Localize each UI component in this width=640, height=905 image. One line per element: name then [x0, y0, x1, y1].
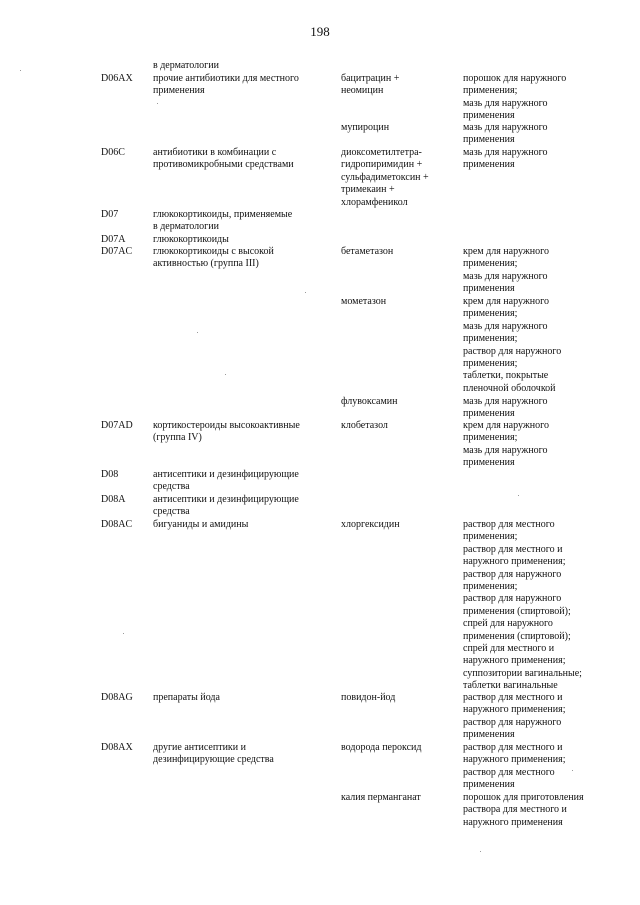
- atc-group-name: бигуаниды и амидины: [153, 519, 249, 530]
- drug-name: клобетазол: [341, 420, 388, 431]
- dosage-form: раствор для местного и наружного применения; раствор для местного применения: [463, 742, 566, 791]
- atc-group-name: глюкокортикоиды, применяемые в дерматологии: [153, 209, 293, 233]
- drug-name: диоксометилтетра- гидропиримидин + сульфадиметоксин + тримекаин + хлорамфеникол: [341, 147, 429, 208]
- dosage-form: мазь для наружного применения: [463, 147, 548, 171]
- atc-group-name: прочие антибиотики для местного применения: [153, 73, 299, 97]
- atc-code: D08A: [101, 494, 126, 505]
- dosage-form: мазь для наружного применения: [463, 122, 548, 146]
- drug-name: повидон-йод: [341, 692, 396, 703]
- dosage-form: крем для наружного применения; мазь для наружного применения: [463, 246, 549, 295]
- scan-speck: [197, 332, 198, 333]
- atc-code: D07AC: [101, 246, 133, 257]
- atc-group-name: препараты йода: [153, 692, 220, 703]
- atc-code: D06C: [101, 147, 125, 158]
- atc-code: D07A: [101, 234, 126, 245]
- atc-group-name: в дерматологии: [153, 60, 219, 71]
- atc-group-name: антибиотики в комбинации с противомикробными средствами: [153, 147, 294, 171]
- scan-speck: [572, 770, 573, 771]
- scan-speck: [305, 292, 306, 293]
- scan-speck: [225, 374, 226, 375]
- dosage-form: крем для наружного применения; мазь для наружного применения: [463, 420, 549, 469]
- atc-code: D07: [101, 209, 119, 220]
- atc-code: D08AX: [101, 742, 133, 753]
- drug-name: хлоргексидин: [341, 519, 400, 530]
- drug-name: мометазон: [341, 296, 387, 307]
- atc-code: D08AC: [101, 519, 133, 530]
- dosage-form: раствор для местного применения; раствор для местного и наружного применения; раствор для наружного применения; раствор для наружного применения (спиртовой); спрей для наружного применения (спиртовой); спрей для местного и наружного применения; суппозитории вагинальные; таблетки вагинальные: [463, 519, 582, 692]
- drug-name: флувоксамин: [341, 396, 398, 407]
- scan-speck: [20, 70, 21, 71]
- atc-code: D08AG: [101, 692, 133, 703]
- drug-name: бетаметазон: [341, 246, 394, 257]
- scan-speck: [480, 851, 481, 852]
- drug-name: бацитрацин + неомицин: [341, 73, 400, 97]
- dosage-form: крем для наружного применения; мазь для наружного применения; раствор для наружного применения; таблетки, покрытые пленочной оболочкой: [463, 296, 562, 394]
- atc-group-name: кортикостероиды высокоактивные (группа IV): [153, 420, 300, 444]
- scan-speck: [518, 495, 519, 496]
- atc-group-name: другие антисептики и дезинфицирующие средства: [153, 742, 274, 766]
- dosage-form: порошок для наружного применения; мазь для наружного применения: [463, 73, 567, 122]
- page-number: 198: [310, 24, 330, 39]
- dosage-form: раствор для местного и наружного применения; раствор для наружного применения: [463, 692, 566, 741]
- drug-name: калия перманганат: [341, 792, 421, 803]
- atc-code: D06AX: [101, 73, 133, 84]
- scan-speck: [123, 633, 124, 634]
- atc-group-name: глюкокортикоиды с высокой активностью (группа III): [153, 246, 274, 270]
- atc-code: D07AD: [101, 420, 133, 431]
- atc-group-name: глюкокортикоиды: [153, 234, 229, 245]
- drug-name: водорода пероксид: [341, 742, 422, 753]
- drug-name: мупироцин: [341, 122, 390, 133]
- dosage-form: порошок для приготовления раствора для местного и наружного применения: [463, 792, 584, 828]
- atc-group-name: антисептики и дезинфицирующие средства: [153, 469, 299, 493]
- scan-speck: [157, 103, 158, 104]
- dosage-form: мазь для наружного применения: [463, 396, 548, 420]
- atc-code: D08: [101, 469, 119, 480]
- atc-group-name: антисептики и дезинфицирующие средства: [153, 494, 299, 518]
